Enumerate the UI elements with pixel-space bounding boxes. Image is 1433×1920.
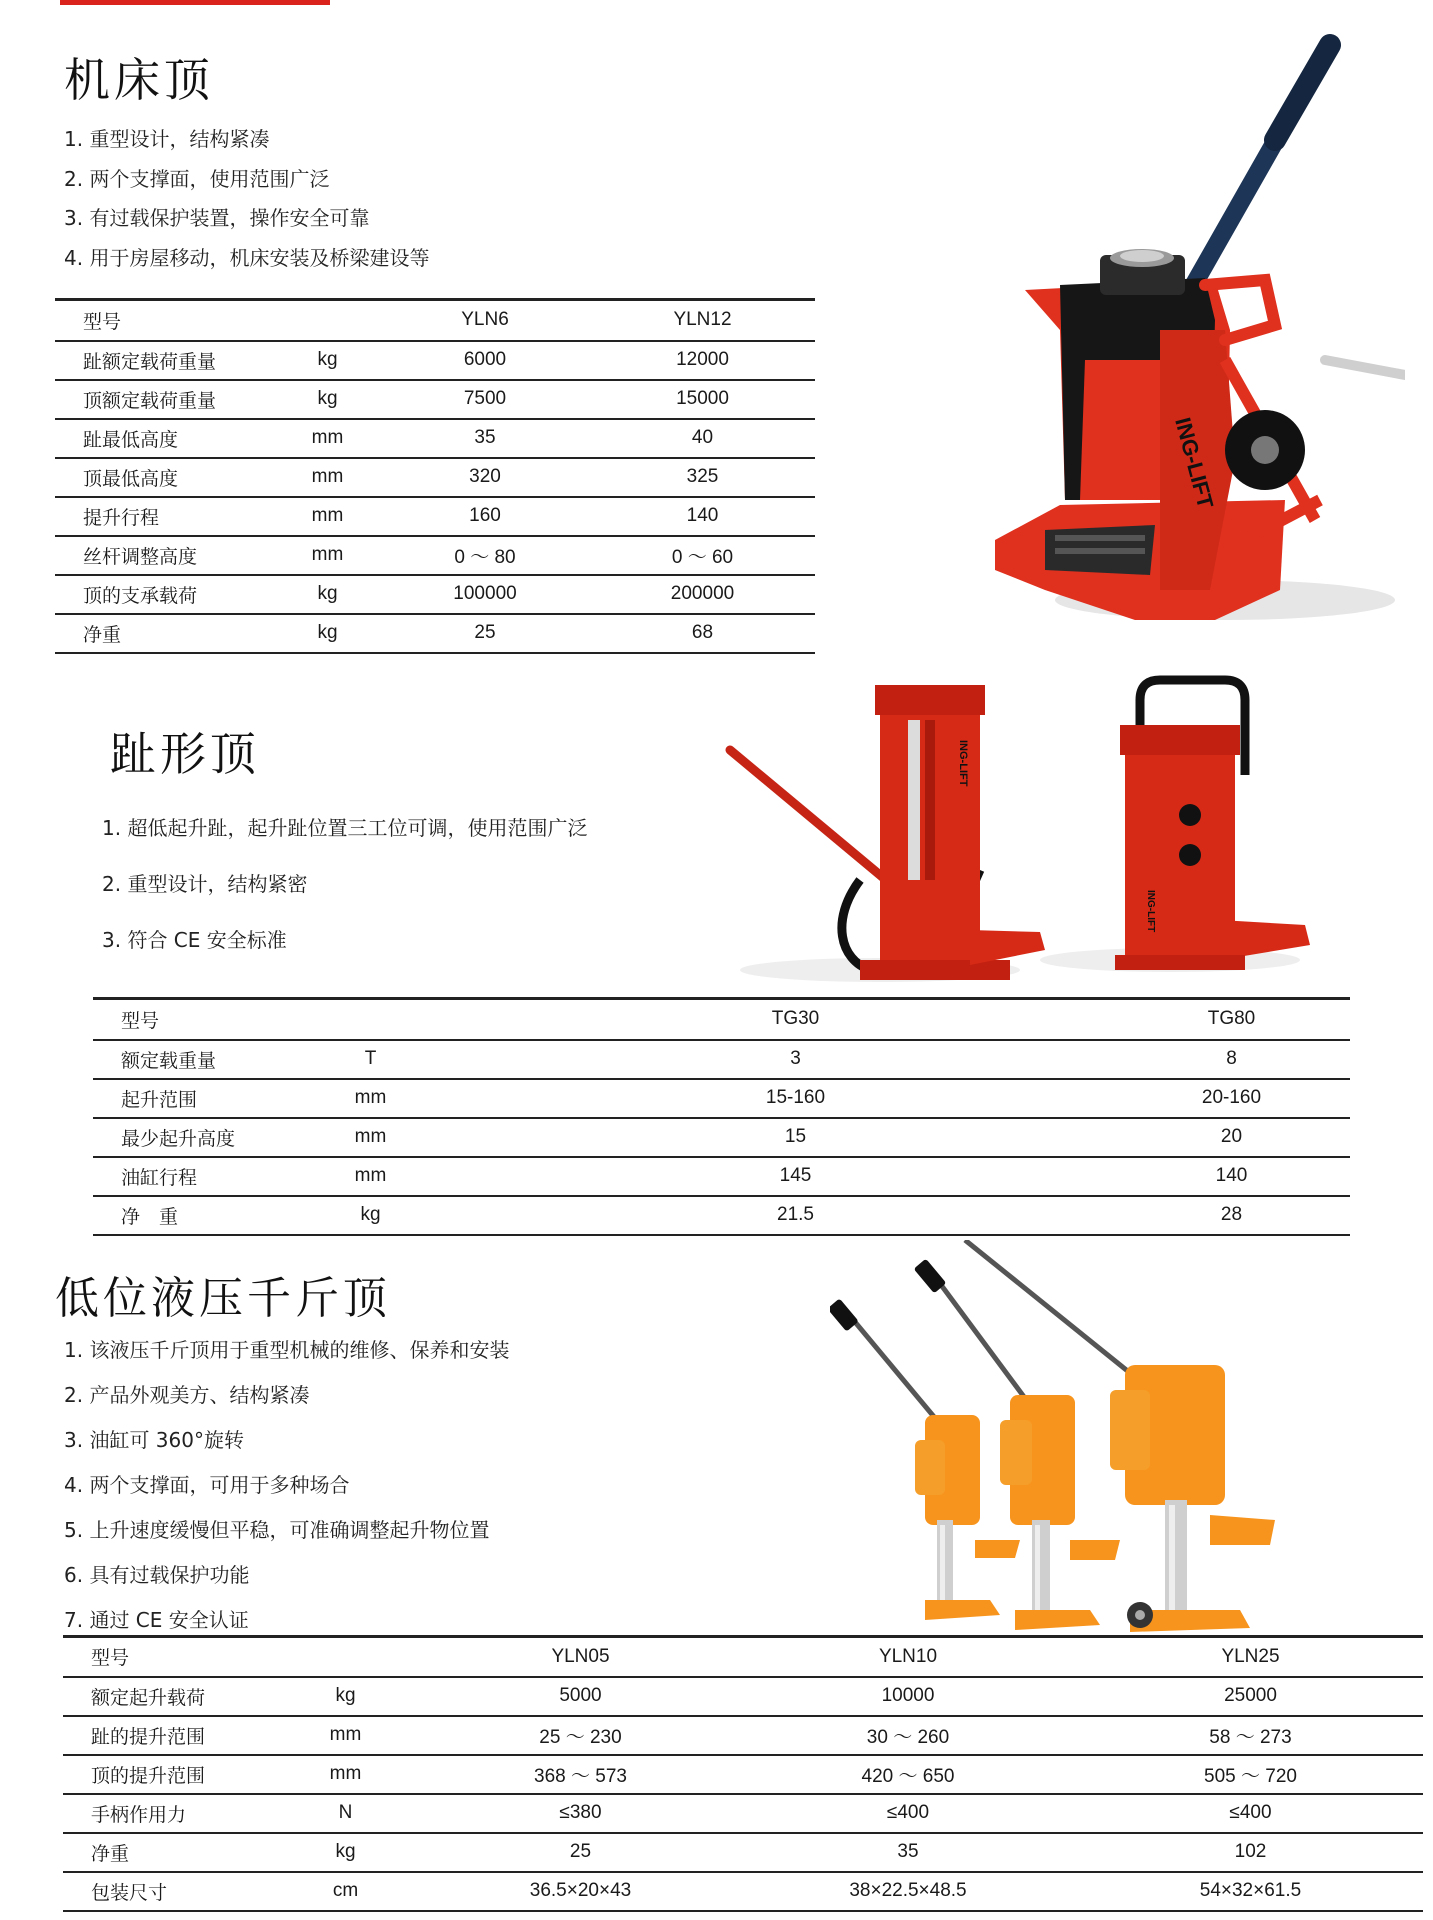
table-row [63, 1833, 1423, 1872]
table-header-cell: 型号 [83, 310, 122, 333]
section-title-hydraulic-jack: 低位液压千斤顶 [55, 1273, 391, 1324]
table-cell: 58 ～ 273 [1209, 1726, 1292, 1748]
table-cell: kg [360, 1204, 381, 1225]
table-cell: kg [335, 1685, 356, 1706]
table-cell: 最少起升高度 [121, 1127, 236, 1150]
table-row [63, 1716, 1423, 1755]
table-cell: 7500 [463, 388, 507, 409]
table-cell: 140 [686, 505, 719, 526]
table-cell: 100000 [453, 583, 517, 604]
table-cell: ≤380 [559, 1802, 602, 1823]
spec-table-hydraulic-jack [63, 1635, 1423, 1912]
table-cell: 36.5×20×43 [529, 1880, 632, 1901]
table-cell: 3 [790, 1048, 801, 1069]
table-cell: 140 [1215, 1165, 1248, 1186]
table-cell: kg [317, 388, 338, 409]
table-cell: ≤400 [886, 1802, 930, 1823]
table-cell: ≤400 [1229, 1802, 1272, 1823]
table-cell: 25 [474, 622, 496, 643]
table-row [55, 497, 815, 536]
table-cell: 30 ～ 260 [866, 1726, 950, 1748]
table-row [93, 1157, 1350, 1196]
feature-item: 1. 该液压千斤顶用于重型机械的维修、保养和安装 [64, 1338, 510, 1362]
brand-logo: ING-LIFT [1170, 414, 1219, 512]
table-cell: 趾的提升范围 [91, 1725, 206, 1748]
table-cell: cm [332, 1880, 359, 1901]
table-cell: 油缸行程 [121, 1166, 198, 1189]
table-row [55, 536, 815, 575]
table-cell: mm [354, 1126, 387, 1147]
table-cell: 20-160 [1201, 1087, 1262, 1108]
feature-item: 4. 两个支撑面，可用于多种场合 [64, 1473, 350, 1497]
table-cell: 12000 [676, 349, 729, 370]
table-cell: 15-160 [765, 1087, 826, 1108]
table-cell: 325 [686, 466, 719, 487]
brand-logo: ING-LIFT [957, 740, 969, 787]
table-header-row [93, 999, 1350, 1040]
table-header-cell: YLN25 [1221, 1645, 1280, 1667]
table-header-row [55, 300, 815, 341]
table-cell: 38×22.5×48.5 [849, 1880, 967, 1901]
table-cell: 28 [1220, 1204, 1243, 1225]
feature-item: 7. 通过 CE 安全认证 [64, 1608, 249, 1632]
table-cell: 40 [691, 427, 714, 448]
table-row [55, 419, 815, 458]
table-row [55, 341, 815, 380]
table-cell: 6000 [463, 349, 507, 370]
table-cell: 54×32×61.5 [1199, 1880, 1302, 1901]
table-cell: 20 [1220, 1126, 1243, 1147]
table-cell: 200000 [670, 583, 735, 604]
table-header-cell [268, 1637, 423, 1677]
feature-list-hydraulic-jack [64, 1328, 509, 1643]
table-cell: 35 [897, 1841, 919, 1862]
feature-list-machine-jack [64, 120, 429, 278]
table-cell: 102 [1234, 1841, 1267, 1862]
table-cell: 额定载重量 [121, 1049, 217, 1072]
table-cell: 顶额定载荷重量 [83, 389, 217, 412]
hydraulic-jack-illustration [830, 1240, 1290, 1640]
feature-item: 2. 重型设计，结构紧密 [102, 872, 308, 896]
table-header-cell: 型号 [91, 1647, 130, 1670]
table-header-cell: 型号 [121, 1009, 160, 1032]
table-header-cell: YLN12 [673, 309, 732, 331]
table-row [55, 575, 815, 614]
brand-logo: ING-LIFT [1145, 890, 1156, 933]
table-cell: mm [311, 427, 344, 448]
table-cell: 0 ～ 80 [454, 546, 516, 568]
table-row [63, 1755, 1423, 1794]
table-cell: 包装尺寸 [91, 1881, 168, 1904]
table-cell: 368 ～ 573 [534, 1765, 627, 1787]
table-cell: 420 ～ 650 [861, 1765, 955, 1787]
top-accent-bar [60, 0, 330, 5]
table-cell: 25 ～ 230 [539, 1726, 622, 1748]
table-row [55, 380, 815, 419]
table-cell: 160 [469, 505, 501, 526]
machine-jack-illustration [985, 30, 1405, 630]
table-header-cell: YLN6 [461, 309, 509, 331]
table-cell: kg [317, 622, 338, 643]
table-row [93, 1040, 1350, 1079]
spec-table-toe-jack [93, 997, 1350, 1236]
table-cell: 0 ～ 60 [671, 546, 734, 568]
section-title-machine-jack: 机床顶 [64, 53, 214, 107]
table-cell: kg [317, 349, 338, 370]
table-cell: 提升行程 [83, 506, 160, 529]
toe-jack-illustration [720, 670, 1340, 990]
table-row [93, 1079, 1350, 1118]
table-row [63, 1872, 1423, 1911]
table-cell: N [338, 1802, 353, 1823]
table-cell: 25 [569, 1841, 592, 1862]
table-cell: 趾额定载荷重量 [83, 350, 217, 373]
table-cell: 21.5 [777, 1204, 814, 1225]
table-cell: 35 [474, 427, 496, 448]
table-cell: 顶的提升范围 [91, 1764, 206, 1787]
table-cell: 丝杆调整高度 [83, 545, 198, 568]
table-cell: 起升范围 [121, 1088, 198, 1111]
feature-item: 3. 有过载保护装置，操作安全可靠 [64, 206, 370, 230]
table-cell: 净重 [83, 623, 122, 646]
table-cell: T [364, 1048, 377, 1069]
table-cell: 5000 [559, 1685, 602, 1706]
table-header-cell: YLN05 [551, 1645, 610, 1667]
table-header-cell [275, 300, 380, 341]
table-header-cell: TG30 [771, 1008, 820, 1030]
feature-list-toe-jack [102, 800, 587, 968]
table-row [93, 1118, 1350, 1157]
feature-item: 3. 符合 CE 安全标准 [102, 928, 287, 952]
table-cell: 净 重 [121, 1205, 179, 1228]
spec-table-machine-jack [55, 298, 815, 654]
table-row [55, 458, 815, 497]
table-cell: 8 [1226, 1048, 1237, 1069]
table-row [63, 1677, 1423, 1716]
table-cell: 净重 [91, 1842, 130, 1865]
table-cell: 320 [469, 466, 501, 487]
table-cell: 15000 [676, 388, 729, 409]
table-cell: kg [317, 583, 338, 604]
feature-item: 1. 重型设计，结构紧凑 [64, 127, 270, 151]
table-row [63, 1794, 1423, 1833]
table-header-cell: YLN10 [878, 1645, 938, 1667]
feature-item: 4. 用于房屋移动，机床安装及桥梁建设等 [64, 245, 430, 270]
table-cell: mm [354, 1087, 387, 1108]
table-cell: 顶的支承载荷 [83, 584, 198, 607]
table-cell: 顶最低高度 [83, 467, 179, 490]
feature-item: 6. 具有过载保护功能 [64, 1563, 250, 1587]
table-cell: mm [329, 1724, 362, 1745]
feature-item: 2. 产品外观美方、结构紧凑 [64, 1383, 310, 1407]
table-cell: 10000 [881, 1685, 935, 1706]
table-cell: 25000 [1224, 1685, 1277, 1706]
table-cell: 68 [691, 622, 714, 643]
feature-item: 5. 上升速度缓慢但平稳，可准确调整起升物位置 [64, 1518, 490, 1542]
table-cell: 手柄作用力 [91, 1803, 187, 1826]
section-title-toe-jack: 趾形顶 [110, 727, 260, 781]
table-row [55, 614, 815, 653]
feature-item: 3. 油缸可 360°旋转 [64, 1428, 244, 1452]
table-header-row [63, 1637, 1423, 1677]
table-cell: 145 [779, 1165, 812, 1186]
table-cell: 505 ～ 720 [1204, 1765, 1297, 1787]
table-cell: mm [354, 1165, 387, 1186]
table-cell: 趾最低高度 [83, 428, 179, 451]
table-header-cell: TG80 [1207, 1008, 1256, 1030]
table-cell: 15 [784, 1126, 807, 1147]
table-cell: mm [311, 505, 344, 526]
table-cell: 额定起升载荷 [91, 1686, 206, 1709]
table-cell: mm [311, 466, 344, 487]
table-cell: mm [311, 544, 344, 565]
table-row [93, 1196, 1350, 1235]
table-cell: kg [335, 1841, 356, 1862]
table-header-cell [263, 999, 478, 1040]
table-cell: mm [329, 1763, 362, 1784]
feature-item: 2. 两个支撑面，使用范围广泛 [64, 166, 330, 191]
feature-item: 1. 超低起升趾，起升趾位置三工位可调，使用范围广泛 [102, 816, 588, 840]
